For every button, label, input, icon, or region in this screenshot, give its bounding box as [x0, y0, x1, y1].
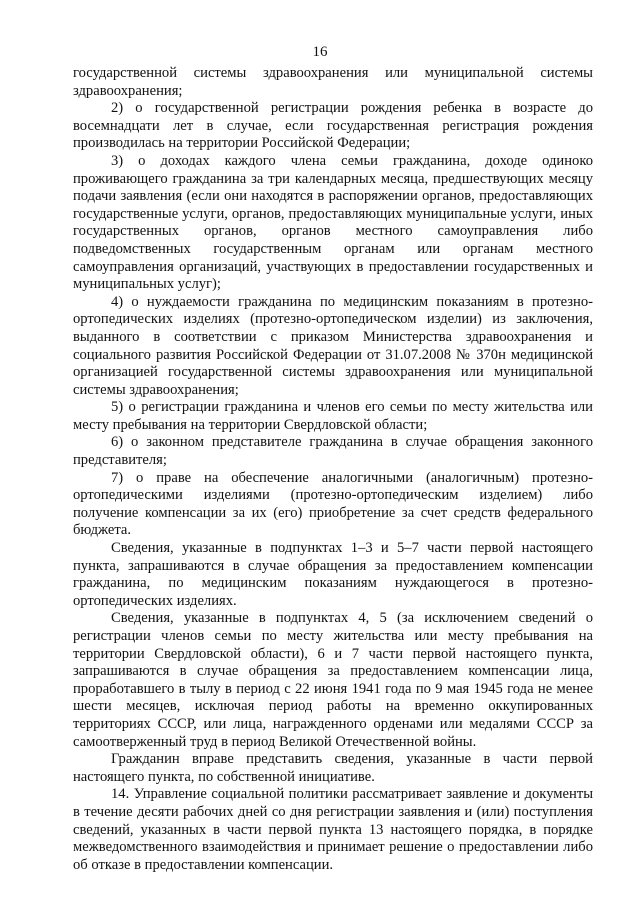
- paragraph-item-5: 5) о регистрации гражданина и членов его семьи по месту жительства или месту пребывания на территории Свердловской области;: [73, 399, 593, 433]
- paragraph-item-4: 4) о нуждаемости гражданина по медицинским показаниям в протезно-ортопедических изделиях (протезно-ортопедическом изделии) из заключения, выданного в соответствии с приказом Министерства здравоохранения и социального развития Российской Федерации от 31.07.2008 № 370н медицинской организацией государственной системы здравоохранения или муниципальной системы здравоохранения;: [73, 293, 593, 398]
- paragraph-item-6: 6) о законном представителе гражданина в случае обращения законного представителя;: [73, 434, 593, 469]
- paragraph-clause-14: 14. Управление социальной политики рассматривает заявление и документы в течение десяти рабочих дней со дня регистрации заявления и (или) поступления сведений, указанных в части первой пункта 13 настоящего порядка, в порядке межведомственного взаимодействия и принимает решение о предоставлении либо об отказе в предоставлении компенсации.: [73, 786, 593, 873]
- paragraph-item-3: 3) о доходах каждого члена семьи гражданина, доходе одиноко проживающего гражданина за три календарных месяца, предшествующих месяцу подачи заявления (если они находятся в распоряжении органов, предоставляющих государственные услуги, органов, предоставляющих муниципальные услуги, иных государственных органов, органов местного самоуправления либо подведомственных государственным органам или органам местного самоуправления организаций, участвующих в предоставлении государственных и муниципальных услуг);: [73, 152, 593, 293]
- paragraph-item-2: 2) о государственной регистрации рождения ребенка в возрасте до восемнадцати лет в случае, если государственная регистрация рождения производилась на территории Российской Федерации;: [73, 100, 593, 152]
- paragraph-info-1-3-5-7: Сведения, указанные в подпунктах 1–3 и 5–7 части первой настоящего пункта, запрашиваются в случае обращения за предоставлением компенсации гражданина, по медицинским показаниям нуждающегося в протезно-ортопедических изделиях.: [73, 540, 593, 609]
- page-number: 16: [312, 44, 328, 60]
- paragraph-continuation: государственной системы здравоохранения или муниципальной системы здравоохранения;: [73, 65, 593, 99]
- paragraph-info-4-5-6-7: Сведения, указанные в подпунктах 4, 5 (за исключением сведений о регистрации членов семьи по месту жительства или месту пребывания на территории Свердловской области), 6 и 7 части первой настоящего пункта, запрашиваются в случае обращения за предоставлением компенсации лица, проработавшего в тылу в период с 22 июня 1941 года по 9 мая 1945 года не менее шести месяцев, исключая период работы на временно оккупированных территориях СССР, или лица, награжденного орденами или медалями СССР за самоотверженный труд в период Великой Отечественной войны.: [73, 610, 593, 750]
- document-body: [73, 65, 593, 874]
- paragraph-item-7: 7) о праве на обеспечение аналогичными (аналогичным) протезно-ортопедическими изделиями (протезно-ортопедическим изделием) либо получение компенсации за их (его) приобретение за счет средств федерального бюджета.: [73, 469, 593, 539]
- paragraph-own-initiative: Гражданин вправе представить сведения, указанные в части первой настоящего пункта, по собственной инициативе.: [73, 751, 593, 785]
